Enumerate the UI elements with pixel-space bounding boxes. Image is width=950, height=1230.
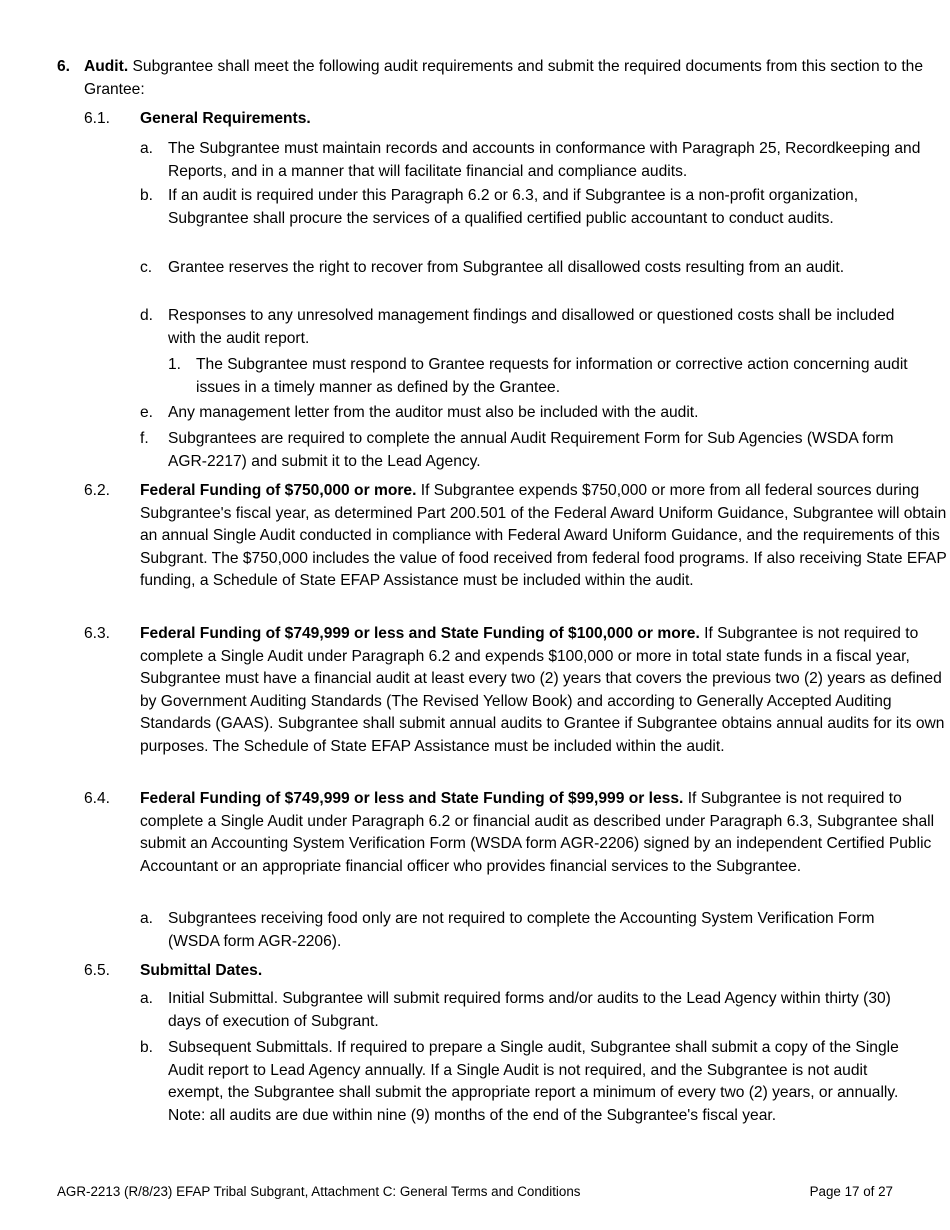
subsection-text: If Subgrantee is not required to complete a Single Audit under Paragraph 6.2 and expends $100,000 or more in total state funds in a fiscal year, Subgrantee must have a financial audit at least every two (2) years that covers the previous two (2) years as defined by Government Auditing Standards (The Revised Yellow Book) and according to Generally Accepted Auditing Standards (GAAS). Subgrantee shall submit annual audits to Grantee if Subgrantee obtains annual audits for its own purposes. The Schedule of State EFAP Assistance must be included within the audit. — [140, 625, 945, 755]
list-item-text: Subgrantees receiving food only are not required to complete the Accounting System Verification Form (WSDA form AGR-2206). — [168, 910, 875, 950]
sub-list-item — [168, 354, 925, 399]
list-item — [140, 908, 925, 953]
subsection-number: 6.5. — [84, 962, 111, 979]
list-marker: f. — [140, 430, 149, 447]
list-item — [140, 185, 925, 230]
list-item — [140, 428, 925, 473]
subsection-text: If Subgrantee expends $750,000 or more from all federal sources during Subgrantee's fiscal year, as determined Part 200.501 of the Federal Award Uniform Guidance, Subgrantee will obtain an annual Single Audit conducted in compliance with Federal Award Uniform Guidance, and the requirements of this Subgrant. The $750,000 includes the value of food received from federal food programs. If also receiving State EFAP funding, a Schedule of State EFAP Assistance must be included within the audit. — [140, 482, 947, 589]
list-item-text: If an audit is required under this Paragraph 6.2 or 6.3, and if Subgrantee is a non-profit organization, Subgrantee shall procure the services of a qualified certified public accountant to conduct audits. — [168, 187, 859, 227]
list-item-text: Subgrantees are required to complete the annual Audit Requirement Form for Sub Agencies (WSDA form AGR-2217) and submit it to the Lead Agency. — [168, 430, 894, 470]
section-intro: Subgrantee shall meet the following audit requirements and submit the required documents from this section to the Grantee: — [84, 58, 924, 98]
subsection-6-2 — [84, 480, 950, 593]
list-item-text: The Subgrantee must maintain records and accounts in conformance with Paragraph 25, Recordkeeping and Reports, and in a manner that will facilitate financial and compliance audits. — [168, 140, 921, 180]
section-heading: Audit. — [84, 58, 129, 75]
list-item — [140, 305, 925, 350]
subsection-number: 6.1. — [84, 110, 111, 127]
subsection-6-5 — [84, 960, 950, 983]
list-marker: b. — [140, 187, 154, 204]
subsection-number: 6.3. — [84, 625, 111, 642]
list-item-text: The Subgrantee must respond to Grantee requests for information or corrective action concerning audit issues in a timely manner as defined by the Grantee. — [196, 356, 908, 396]
subsection-heading: General Requirements. — [140, 110, 311, 127]
list-marker: c. — [140, 259, 153, 276]
list-marker: a. — [140, 140, 154, 157]
list-item — [140, 988, 925, 1033]
list-item-text: Subsequent Submittals. If required to prepare a Single audit, Subgrantee shall submit a copy of the Single Audit report to Lead Agency annually. If a Single Audit is not required, and the Subgrantee is not audit exempt, the Subgrantee shall submit the appropriate report a minimum of every two (2) years, or annually. Note: all audits are due within nine (9) months of the end of the Subgrantee's fiscal year. — [168, 1039, 899, 1124]
subsection-heading: Submittal Dates. — [140, 962, 263, 979]
list-item — [140, 1037, 925, 1127]
list-item-text: Grantee reserves the right to recover from Subgrantee all disallowed costs resulting from an audit. — [168, 259, 845, 276]
list-item — [140, 402, 925, 425]
section-6 — [57, 56, 924, 101]
list-marker: e. — [140, 404, 154, 421]
page-footer — [57, 1183, 893, 1201]
footer-form-id: AGR-2213 (R/8/23) EFAP Tribal Subgrant, Attachment C: General Terms and Conditions — [57, 1184, 581, 1199]
subsection-6-3 — [84, 623, 950, 758]
subsection-6-1 — [84, 108, 950, 131]
section-number: 6. — [57, 58, 71, 75]
list-marker: b. — [140, 1039, 154, 1056]
list-marker: d. — [140, 307, 154, 324]
subsection-heading: Federal Funding of $749,999 or less and State Funding of $100,000 or more. — [140, 625, 700, 642]
list-item — [140, 138, 925, 183]
subsection-number: 6.2. — [84, 482, 111, 499]
list-item — [140, 257, 925, 280]
list-item-text: Initial Submittal. Subgrantee will submit required forms and/or audits to the Lead Agency within thirty (30) days of execution of Subgrant. — [168, 990, 891, 1030]
subsection-6-4 — [84, 788, 950, 878]
subsection-number: 6.4. — [84, 790, 111, 807]
page-number: Page 17 of 27 — [809, 1184, 893, 1199]
list-item-text: Responses to any unresolved management findings and disallowed or questioned costs shall be included with the audit report. — [168, 307, 895, 347]
list-item-text: Any management letter from the auditor must also be included with the audit. — [168, 404, 699, 421]
list-marker: a. — [140, 990, 154, 1007]
subsection-text: If Subgrantee is not required to complete a Single Audit under Paragraph 6.2 or financial audit as described under Paragraph 6.3, Subgrantee shall submit an Accounting System Verification Form (WSDA form AGR-2206) signed by an independent Certified Public Accountant or an appropriate financial officer who provides financial services to the Subgrantee. — [140, 790, 935, 875]
subsection-heading: Federal Funding of $750,000 or more. — [140, 482, 417, 499]
list-marker: a. — [140, 910, 154, 927]
subsection-heading: Federal Funding of $749,999 or less and State Funding of $99,999 or less. — [140, 790, 684, 807]
list-marker: 1. — [168, 356, 182, 373]
